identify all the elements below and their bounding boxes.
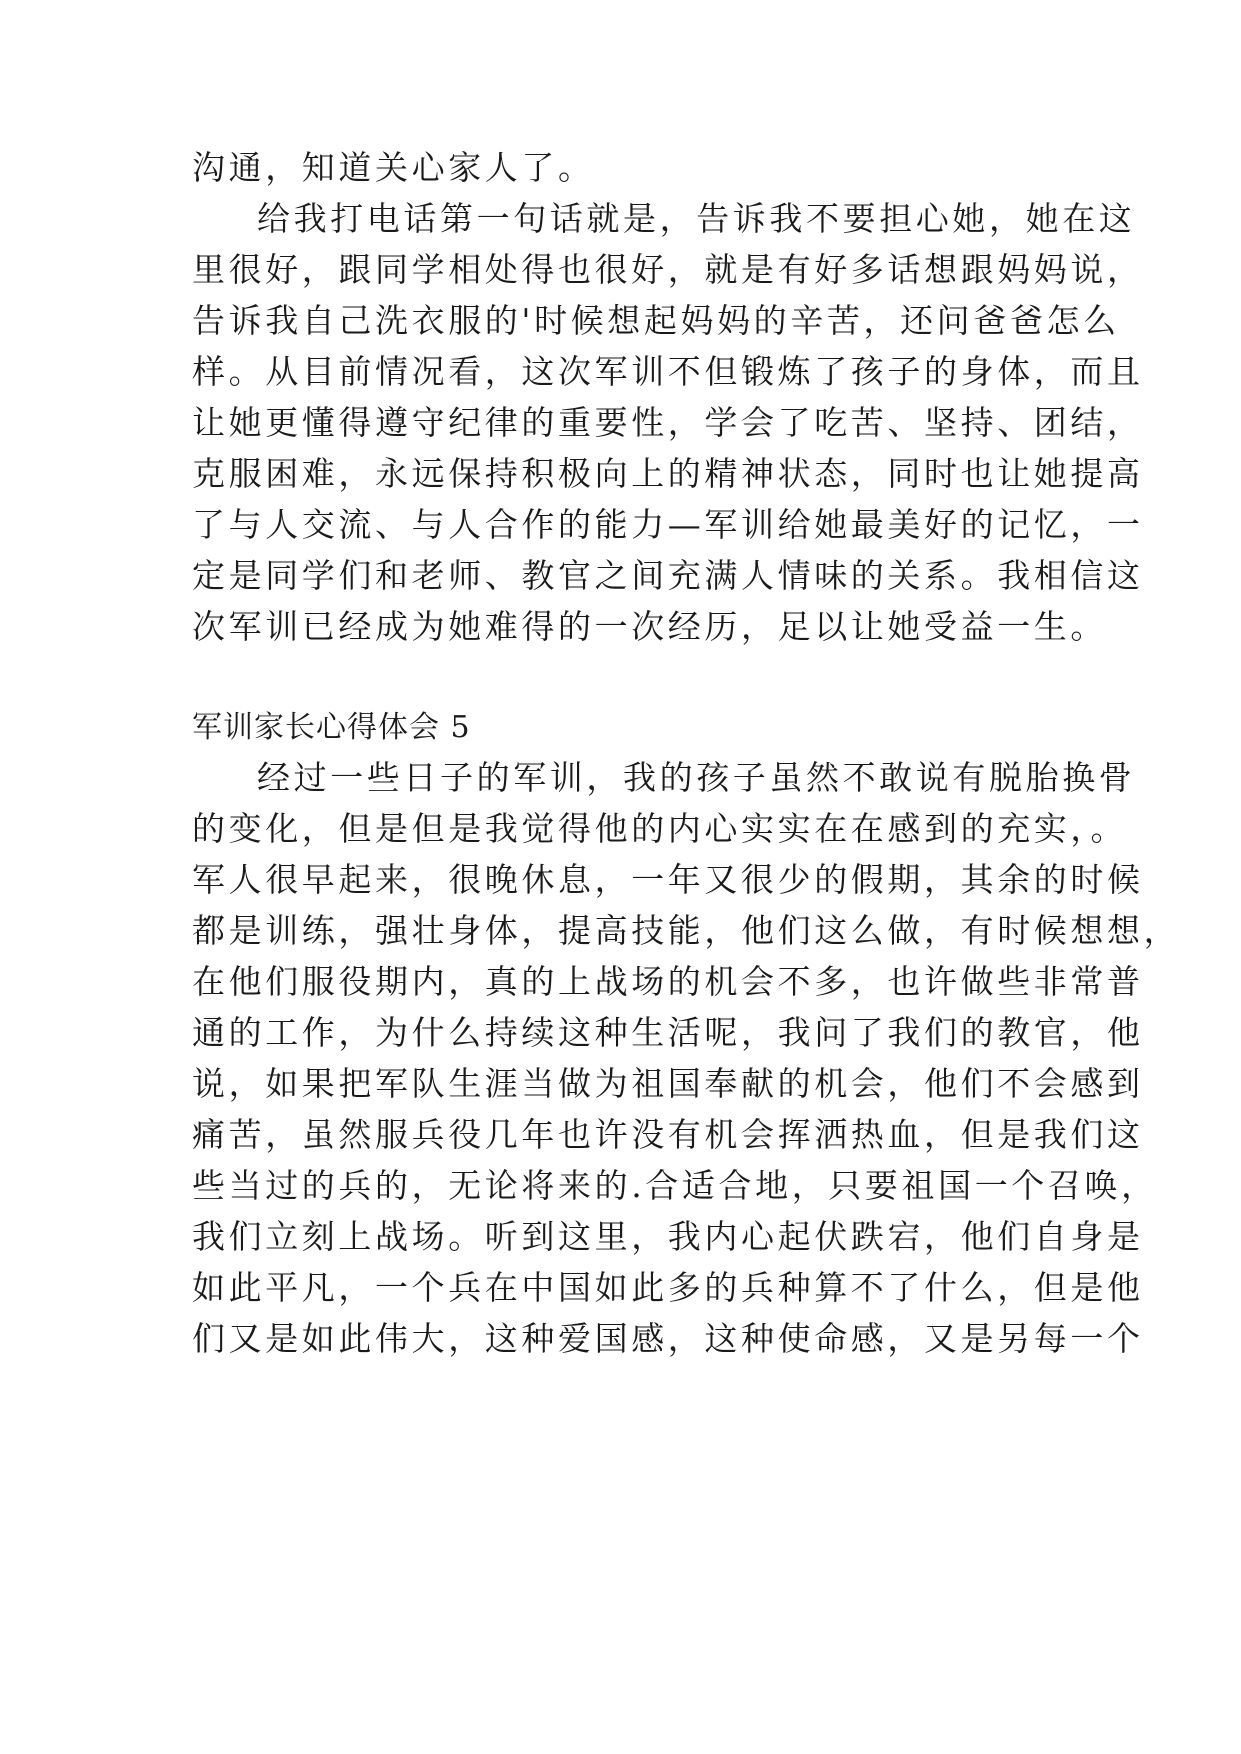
text-line: 说，如果把军队生涯当做为祖国奉献的机会，他们不会感到 [192,1064,1144,1103]
text-line: 痛苦，虽然服兵役几年也许没有机会挥洒热血，但是我们这 [192,1115,1144,1154]
text-line: 些当过的兵的，无论将来的.合适合地，只要祖国一个召唤， [192,1166,1158,1205]
text-line: 沟通，知道关心家人了。 [192,148,595,187]
text-line: 样。从目前情况看，这次军训不但锻炼了孩子的身体，而且 [192,352,1144,391]
text-line: 定是同学们和老师、教官之间充满人情味的关系。我相信这 [192,556,1144,595]
text-line: 我们立刻上战场。听到这里，我内心起伏跌宕，他们自身是 [192,1217,1144,1256]
text-line: 经过一些日子的军训，我的孩子虽然不敢说有脱胎换骨 [257,758,1136,797]
text-line: 了与人交流、与人合作的能力—军训给她最美好的记忆，一 [192,505,1144,544]
text-line: 告诉我自己洗衣服的'时候想起妈妈的辛苦，还问爸爸怎么 [192,301,1120,340]
text-line: 次军训已经成为她难得的一次经历，足以让她受益一生。 [192,607,1107,646]
text-line: 的变化，但是但是我觉得他的内心实实在在感到的充实，。 [192,809,1128,848]
text-line: 在他们服役期内，真的上战场的机会不多，也许做些非常普 [192,962,1144,1001]
text-line: 都是训练，强壮身体，提高技能，他们这么做，有时候想想， [192,911,1181,950]
text-line: 克服困难，永远保持积极向上的精神状态，同时也让她提高 [192,454,1144,493]
text-line: 通的工作，为什么持续这种生活呢，我问了我们的教官，他 [192,1013,1144,1052]
text-line: 给我打电话第一句话就是，告诉我不要担心她，她在这 [257,199,1136,238]
section-heading: 军训家长心得体会 5 [192,710,471,745]
text-line: 里很好，跟同学相处得也很好，就是有好多话想跟妈妈说， [192,250,1144,289]
text-line: 让她更懂得遵守纪律的重要性，学会了吃苦、坚持、团结， [192,403,1144,442]
text-line: 如此平凡，一个兵在中国如此多的兵种算不了什么，但是他 [192,1268,1144,1307]
text-line: 军人很早起来，很晚休息，一年又很少的假期，其余的时候 [192,860,1144,899]
text-line: 们又是如此伟大，这种爱国感，这种使命感，又是另每一个 [192,1319,1144,1358]
